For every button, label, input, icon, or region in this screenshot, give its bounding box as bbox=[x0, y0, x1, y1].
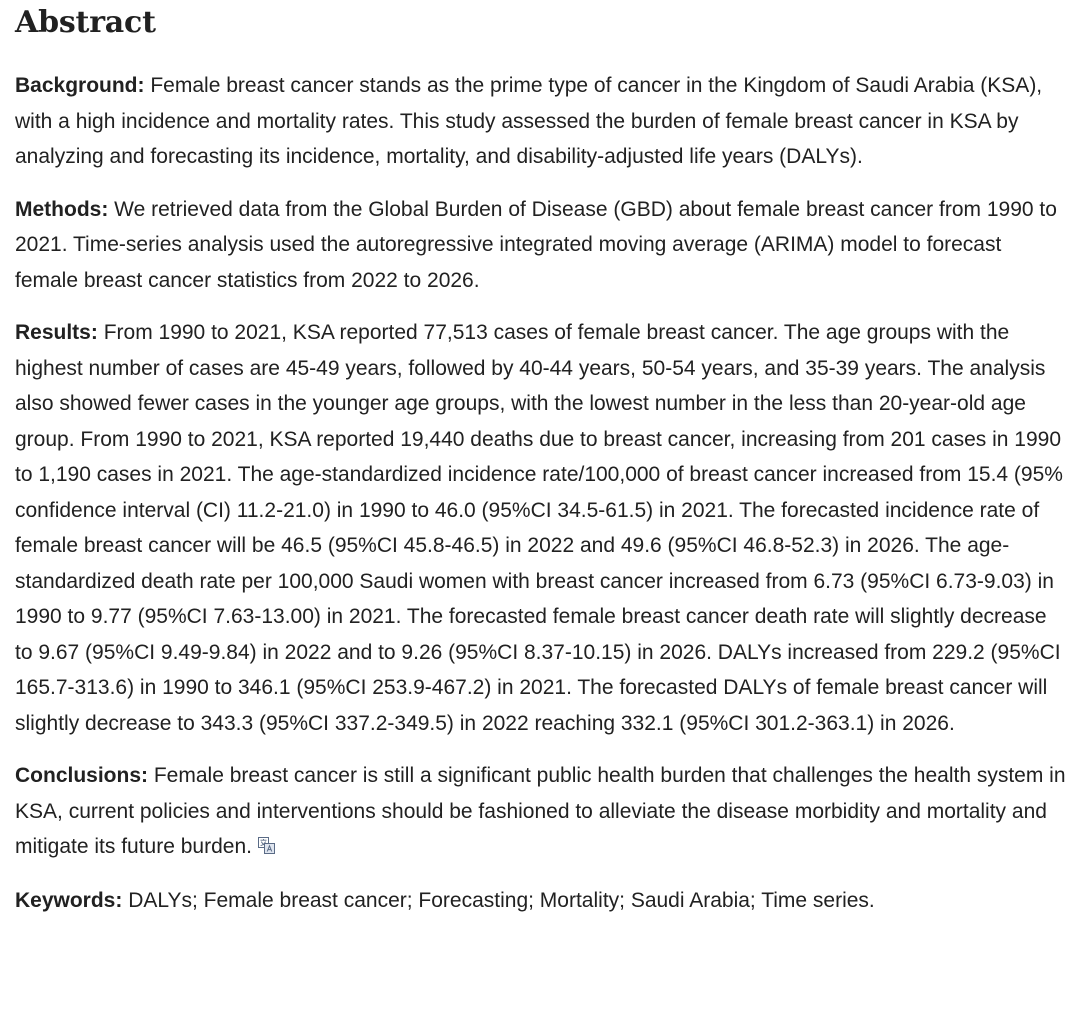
background-text: Female breast cancer stands as the prime type of cancer in the Kingdom of Saudi Arabia (KSA), with a high incidence and mortality rates. This study assessed the burden of female breast cancer in KSA by analyzing and forecasting its incidence, mortality, and disability-adjusted life years (DALYs). bbox=[15, 74, 1043, 168]
keywords-label: Keywords: bbox=[15, 888, 123, 912]
results-paragraph bbox=[15, 315, 1066, 741]
translate-icon[interactable] bbox=[258, 837, 275, 854]
methods-paragraph bbox=[15, 192, 1066, 299]
conclusions-text: Female breast cancer is still a significant public health burden that challenges the health system in KSA, current policies and interventions should be fashioned to alleviate the disease morbidity and mortality and mitigate its future burden. bbox=[15, 764, 1066, 858]
abstract-heading: Abstract bbox=[15, 5, 156, 40]
keywords-paragraph bbox=[15, 883, 1066, 919]
background-label: Background: bbox=[15, 74, 145, 97]
keywords-text: DALYs; Female breast cancer; Forecasting; Mortality; Saudi Arabia; Time series. bbox=[122, 888, 875, 912]
conclusions-paragraph bbox=[15, 758, 1066, 865]
conclusions-label: Conclusions: bbox=[15, 764, 149, 787]
results-label: Results: bbox=[15, 321, 98, 344]
background-paragraph bbox=[15, 68, 1066, 175]
results-text: From 1990 to 2021, KSA reported 77,513 cases of female breast cancer. The age groups with the highest number of cases are 45-49 years, followed by 40-44 years, 50-54 years, and 35-39 years. The analysis also showed fewer cases in the younger age groups, with the lowest number in the less than 20-year-old age group. From 1990 to 2021, KSA reported 19,440 deaths due to breast cancer, increasing from 201 cases in 1990 to 1,190 cases in 2021. The age-standardized incidence rate/100,000 of breast cancer increased from 15.4 (95% confidence interval (CI) 11.2-21.0) in 1990 to 46.0 (95%CI 34.5-61.5) in 2021. The forecasted incidence rate of female breast cancer will be 46.5 (95%CI 45.8-46.5) in 2022 and 49.6 (95%CI 46.8-52.3) in 2026. The age-standardized death rate per 100,000 Saudi women with breast cancer increased from 6.73 (95%CI 6.73-9.03) in 1990 to 9.77 (95%CI 7.63-13.00) in 2021. The forecasted female breast cancer death rate will slightly decrease to 9.67 (95%CI 9.49-9.84) in 2022 and to 9.26 (95%CI 8.37-10.15) in 2026. DALYs increased from 229.2 (95%CI 165.7-313.6) in 1990 to 346.1 (95%CI 253.9-467.2) in 2021. The forecasted DALYs of female breast cancer will slightly decrease to 343.3 (95%CI 337.2-349.5) in 2022 reaching 332.1 (95%CI 301.2-363.1) in 2026. bbox=[15, 321, 1063, 735]
methods-text: We retrieved data from the Global Burden of Disease (GBD) about female breast cancer from 1990 to 2021. Time-series analysis used the autoregressive integrated moving average (ARIMA) model to forecast female breast cancer statistics from 2022 to 2026. bbox=[15, 197, 1057, 292]
methods-label: Methods: bbox=[15, 197, 109, 221]
